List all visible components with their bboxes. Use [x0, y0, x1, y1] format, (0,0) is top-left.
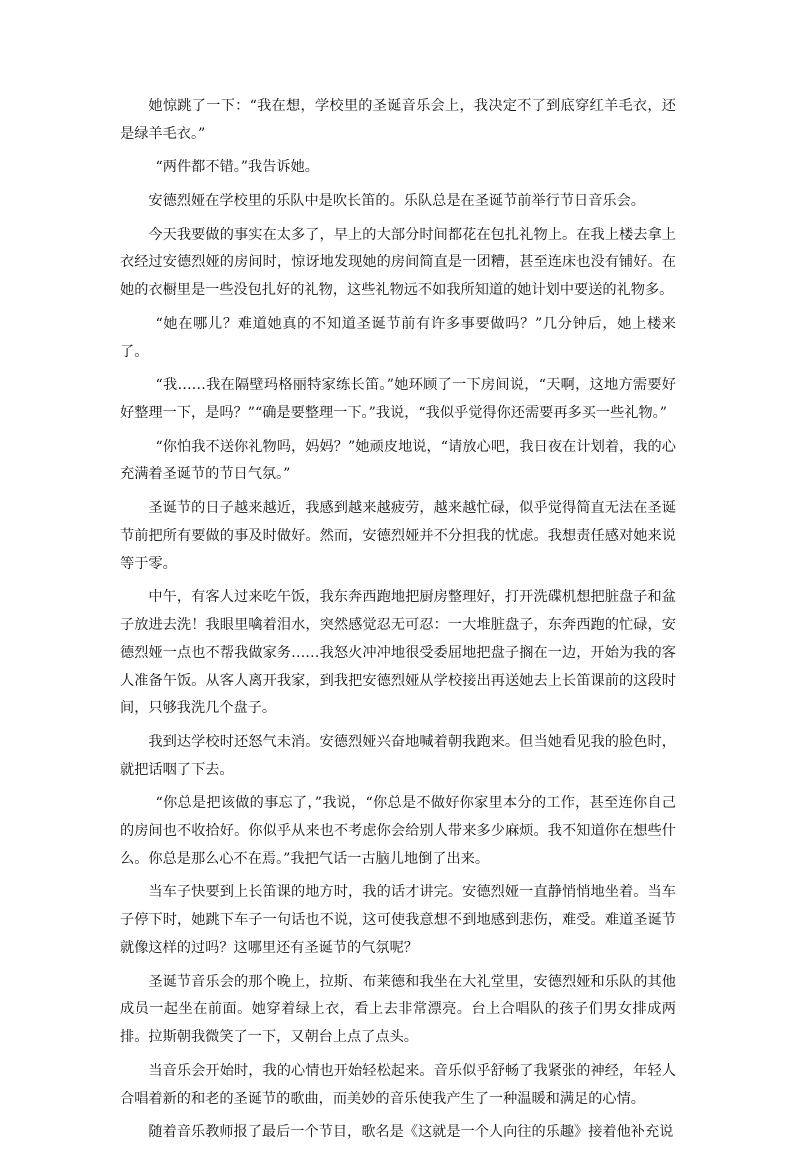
paragraph-11: “你总是把该做的事忘了，”我说，“你总是不做好你家里本分的工作，甚至连你自己的房间也不收拾好。你似乎从来也不考虑你会给别人带来多少麻烦。我不知道你在想些什么。你总是那么心不在焉。”我把气话一古脑儿地倒了出来。	[120, 795, 676, 867]
paragraph-13: 圣诞节音乐会的那个晚上，拉斯、布莱德和我坐在大礼堂里，安德烈娅和乐队的其他成员一起坐在前面。她穿着绿上衣，看上去非常漂亮。台上合唱队的孩子们男女排成两排。拉斯朝我微笑了一下，又朝台上点了点头。	[120, 973, 676, 1046]
paragraph-14: 当音乐会开始时，我的心情也开始轻松起来。音乐似乎舒畅了我紧张的神经，年轻人合唱着新的和老的圣诞节的歌曲，而美妙的音乐使我产生了一种温暖和满足的心情。	[120, 1062, 676, 1107]
paragraph-8: 圣诞节的日子越来越近，我感到越来越疲劳，越来越忙碌，似乎觉得简直无法在圣诞节前把所有要做的事及时做好。然而，安德烈娅并不分担我的忧虑。我想责任感对她来说等于零。	[120, 499, 676, 572]
paragraph-12: 当车子快要到上长笛课的地方时，我的话才讲完。安德烈娅一直静悄悄地坐着。当车子停下时，她跳下车子一句话也不说，这可使我意想不到地感到悲伤，难受。难道圣诞节就像这样的过吗？这哪里还有圣诞节的气氛呢？	[120, 884, 676, 957]
paragraph-5: “她在哪儿？难道她真的不知道圣诞节前有许多事要做吗？”几分钟后，她上楼来了。	[120, 315, 676, 360]
paragraph-2: “两件都不错。”我告诉她。	[155, 159, 319, 176]
story-text	[120, 93, 676, 1153]
paragraph-15: 随着音乐教师报了最后一个节目，歌名是《这就是一个人向往的乐趣》接着他补充说	[148, 1124, 674, 1141]
paragraph-7: “你怕我不送你礼物吗，妈妈？”她顽皮地说，“请放心吧，我日夜在计划着，我的心充满着圣诞节的节日气氛。”	[120, 438, 676, 483]
paragraph-6: “我……我在隔壁玛格丽特家练长笛。”她环顾了一下房间说，“天啊，这地方需要好好整理一下，是吗？”“确是要整理一下。”我说，“我似乎觉得你还需要再多买一些礼物。”	[120, 377, 676, 421]
paragraph-10: 我到达学校时还怒气未消。安德烈娅兴奋地喊着朝我跑来。但当她看见我的脸色时，就把话咽了下去。	[120, 733, 676, 778]
paragraph-4: 今天我要做的事实在太多了，早上的大部分时间都花在包扎礼物上。在我上楼去拿上衣经过安德烈娅的房间时，惊讶地发现她的房间简直是一团糟，甚至连床也没有铺好。在她的衣橱里是一些没包扎好的礼物，这些礼物远不如我所知道的她计划中要送的礼物多。	[120, 226, 676, 299]
paragraph-3: 安德烈娅在学校里的乐队中是吹长笛的。乐队总是在圣诞节前举行节日音乐会。	[148, 192, 645, 209]
paragraph-9: 中午，有客人过来吃午饭，我东奔西跑地把厨房整理好，打开洗碟机想把脏盘子和盆子放进去洗！我眼里噙着泪水，突然感觉忍无可忍：一大堆脏盘子，东奔西跑的忙碌，安德烈娅一点也不帮我做家务……我怒火冲冲地很受委屈地把盘子搁在一边，开始为我的客人准备午饭。从客人离开我家，到我把安德烈娅从学校接出再送她去上长笛课前的这段时间，只够我洗几个盘子。	[120, 589, 676, 717]
paragraph-1: 她惊跳了一下：“我在想，学校里的圣诞音乐会上，我决定不了到底穿红羊毛衣，还是绿羊毛衣。”	[120, 98, 676, 142]
